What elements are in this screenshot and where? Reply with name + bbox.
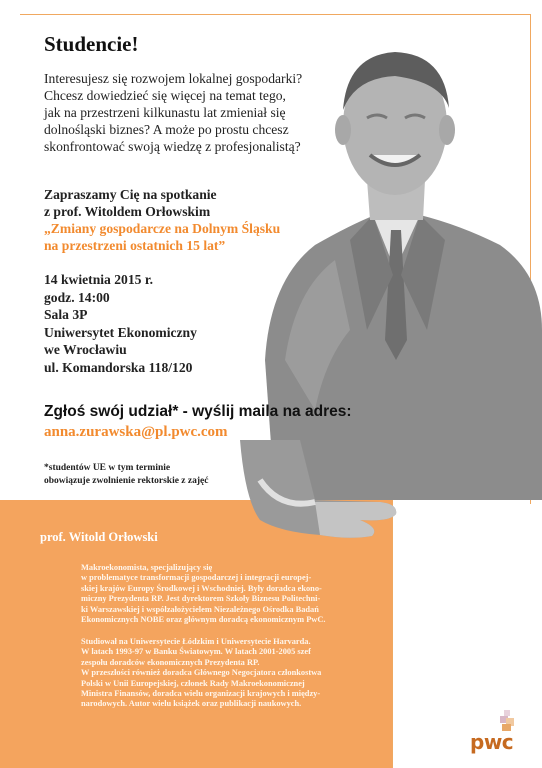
bio-paragraph-1 xyxy=(81,563,326,625)
lecture-topic: na przestrzeni ostatnich 15 lat” xyxy=(44,238,226,253)
event-date: 14 kwietnia 2015 r. xyxy=(44,272,154,287)
invitation xyxy=(44,186,280,254)
lecture-topic: „Zmiany gospodarcze na Dolnym Śląsku xyxy=(44,221,281,236)
poster-title: Studencie! xyxy=(44,32,139,56)
footnote-line: *studentów UE w tym terminie xyxy=(44,463,171,473)
bio-line: Ministra Finansów, doradca wielu organizacji krajowych i między- xyxy=(81,689,321,699)
bio-line: Makroekonomista, specjalizujący się xyxy=(81,563,213,572)
bio-paragraph-2 xyxy=(81,637,321,710)
bio-line: zespołu doradców ekonomicznych Prezydenta RP. xyxy=(81,657,260,667)
event-venue: Uniwersytet Ekonomiczny xyxy=(44,324,197,340)
bio-line: w problematyce transformacji gospodarczej i integracji europej- xyxy=(81,573,312,583)
frame-top-line xyxy=(20,14,530,15)
bio-name: prof. Witold Orłowski xyxy=(40,530,158,544)
footnote xyxy=(44,462,208,487)
intro-text xyxy=(44,70,374,155)
invite-line: Zapraszamy Cię na spotkanie xyxy=(44,187,217,202)
invite-speaker: z prof. Witoldem Orłowskim xyxy=(44,204,211,219)
pwc-logo: pwc xyxy=(470,730,514,754)
bio-line: W latach 1993-97 w Banku Światowym. W latach 2001-2005 szef xyxy=(81,647,311,657)
pwc-logo-mark xyxy=(496,710,518,732)
event-room: Sala 3P xyxy=(44,307,88,322)
bio-line: narodowych. Autor wielu książek oraz publikacji naukowych. xyxy=(81,699,302,709)
event-time: godz. 14:00 xyxy=(44,289,110,305)
bio-line: ki Warszawskiej i współzałożycielem Niezależnego Ośrodka Badań xyxy=(81,604,319,614)
intro-line: dolnośląski biznes? A może po prostu chcesz xyxy=(44,122,289,137)
event-venue: we Wrocławiu xyxy=(44,342,127,357)
intro-line: skonfrontować swoją wiedzę z profesjonalistą? xyxy=(44,139,301,154)
contact-email-link[interactable]: anna.zurawska@pl.pwc.com xyxy=(44,424,228,440)
bio-line: skiej krajów Europy Środkowej i Wschodniej. Były doradca ekono- xyxy=(81,583,322,593)
bio-line: Polski w Unii Europejskiej, członek Rady Makroekonomicznej xyxy=(81,678,305,688)
footnote-line: obowiązuje zwolnienie rektorskie z zajęć xyxy=(44,475,209,486)
bio-line: Studiował na Uniwersytecie Łódzkim i Uniwersytecie Harvarda. xyxy=(81,637,311,646)
bio-line: W przeszłości również doradca Głównego Negocjatora członkostwa xyxy=(81,668,322,678)
intro-line: jak na przestrzeni kilkunastu lat zmieniał się xyxy=(44,105,286,120)
intro-line: Chcesz dowiedzieć się więcej na temat tego, xyxy=(44,88,286,103)
bio-line: Ekonomicznych NOBE oraz głównym doradcą ekonomicznym PwC. xyxy=(81,615,326,625)
bio-line: miczny Prezydenta RP. Jest dyrektorem Szkoły Biznesu Politechni- xyxy=(81,594,321,604)
signup-text: Zgłoś swój udział* - wyślij maila na adres: xyxy=(44,403,352,420)
event-address: ul. Komandorska 118/120 xyxy=(44,359,193,375)
event-details xyxy=(44,271,197,376)
hand-illustration xyxy=(240,440,400,550)
intro-line: Interesujesz się rozwojem lokalnej gospodarki? xyxy=(44,71,303,86)
